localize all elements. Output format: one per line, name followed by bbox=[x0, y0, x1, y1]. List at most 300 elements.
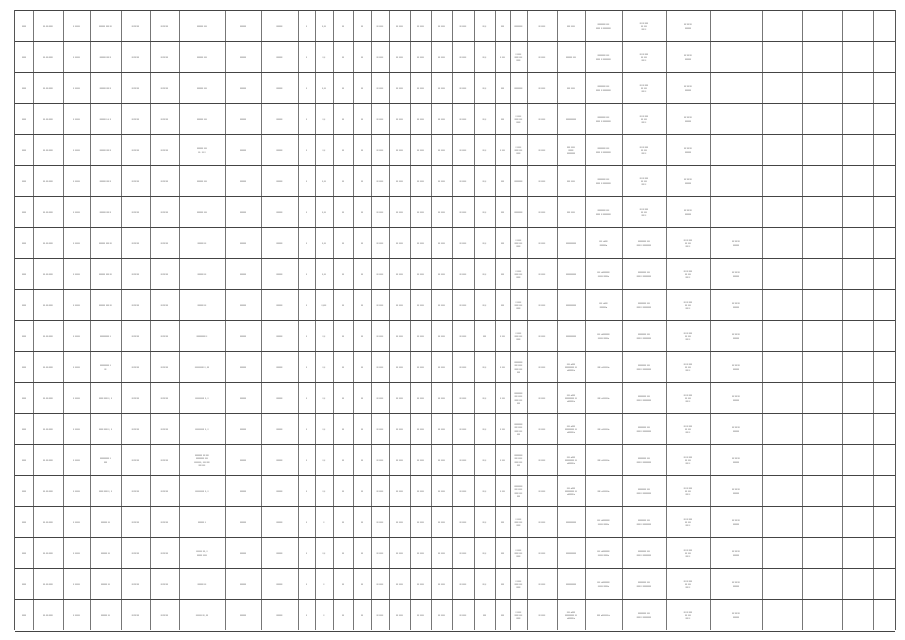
table-cell: ▪▪ ▪▪ ▪▪▪ ▪▪ ▪▪▪ ▪▪▪ ▪ bbox=[639, 82, 649, 94]
table-cell: ▪▪▪▪▪▪▪▪▪▪ bbox=[566, 302, 576, 307]
table-cell: ▪▪,▪ bbox=[482, 488, 487, 493]
table-cell: ▪▪ ▪▪▪▪ bbox=[538, 54, 546, 59]
table-cell: ▪▪ bbox=[361, 519, 363, 524]
table-cell: ▪▪ ▪▪▪▪ bbox=[376, 54, 384, 59]
table-cell: ▪▪▪▪▪▪ ▪▪, ▪▪ bbox=[195, 612, 209, 617]
table-cell: ▪▪ ▪▪▪▪ bbox=[376, 488, 384, 493]
table-cell: ▪▪ ▪▪▪▪ bbox=[417, 519, 424, 524]
table-cell: ▪▪ ▪▪▪▪ bbox=[459, 209, 467, 214]
table-cell: ▪▪▪▪▪▪ ▪▪▪ ▪ bbox=[99, 54, 112, 59]
table-cell: ▪ bbox=[306, 519, 307, 524]
table-cell bbox=[803, 445, 841, 476]
table-cell: ▪▪▪▪▪▪▪▪ ▪▪▪ ▪▪▪▪ ▪ ▪▪▪▪▪▪▪▪ bbox=[636, 301, 652, 309]
table-cell: ▪▪ ▪▪▪▪ bbox=[438, 581, 445, 586]
table-cell: ▪ bbox=[306, 302, 307, 307]
table-cell: ▪▪▪▪▪▪ ▪▪ bbox=[101, 612, 110, 617]
table-cell: ▪▪▪ «▪▪▪ ▪▪▪▪▪▪» bbox=[599, 239, 608, 247]
table-cell: ▪,▪ bbox=[322, 364, 326, 369]
table-cell: ▪,▪ bbox=[322, 147, 326, 152]
table-cell: ▪▪▪▪▪▪▪▪▪ ▪, ▪ bbox=[195, 395, 209, 400]
table-cell: ▪▪▪▪▪▪ bbox=[276, 302, 283, 307]
table-cell: ▪▪▪▪▪▪ ▪▪, ▪ ▪▪▪▪▪ ▪▪▪▪ bbox=[196, 549, 208, 557]
table-cell: ▪ bbox=[306, 488, 307, 493]
table-cell bbox=[803, 135, 841, 166]
table-cell bbox=[763, 507, 801, 538]
table-cell: ▪▪▪ «▪▪▪▪▪» bbox=[597, 457, 610, 462]
table-cell: ▪▪:▪▪:▪▪ bbox=[160, 581, 169, 586]
table-cell: ▪▪.▪▪.▪▪▪▪ bbox=[43, 271, 53, 276]
table-cell: ▪▪ ▪▪▪▪ bbox=[538, 23, 546, 28]
table-cell: ▪▪ ▪▪▪▪ bbox=[459, 147, 467, 152]
table-cell: ▪▪ bbox=[342, 54, 344, 59]
table-cell: ▪▪:▪▪:▪▪ bbox=[160, 240, 169, 245]
table-cell: ▪▪▪▪ ▪▪▪▪ ▪, ▪ bbox=[98, 426, 113, 431]
table-cell: ▪▪▪▪▪▪ bbox=[276, 23, 283, 28]
table-cell: ▪▪ ▪▪▪▪ bbox=[459, 240, 467, 245]
table-cell: ▪▪ ▪▪▪▪ bbox=[438, 178, 445, 183]
table-cell: ▪▪ ▪▪ ▪▪▪ ▪▪ ▪▪▪ ▪▪▪ ▪ bbox=[639, 144, 649, 156]
table-cell: ▪▪▪▪▪▪▪▪▪▪ bbox=[566, 240, 576, 245]
table-cell bbox=[803, 600, 841, 631]
table-cell: ▪▪▪ «▪▪▪ ▪▪▪▪▪▪▪▪▪ ▪▪ «▪▪▪▪▪» bbox=[565, 485, 577, 497]
table-cell: ▪ ▪▪▪▪▪ bbox=[73, 209, 80, 214]
table-cell: ▪▪▪▪ bbox=[22, 457, 26, 462]
table-cell: ▪ bbox=[306, 116, 307, 121]
table-cell: ▪▪:▪▪:▪▪ bbox=[131, 395, 140, 400]
table-cell: ▪▪▪▪▪▪ bbox=[276, 457, 283, 462]
table-cell bbox=[803, 166, 841, 197]
table-cell: ▪▪▪▪ bbox=[22, 209, 26, 214]
table-cell: ▪▪ bbox=[361, 426, 363, 431]
table-cell: ▪▪:▪▪:▪▪ bbox=[131, 302, 140, 307]
table-cell: ▪ ▪▪▪▪▪ bbox=[73, 116, 80, 121]
table-cell: ▪▪▪ «▪▪▪▪▪▪» bbox=[597, 612, 610, 617]
table-cell bbox=[763, 352, 801, 383]
table-cell: ▪ ▪▪▪▪ ▪▪▪▪ ▪▪▪ ▪▪▪▪ bbox=[514, 237, 523, 249]
table-cell: ▪▪▪▪ bbox=[22, 581, 26, 586]
table-cell: ▪▪ bbox=[342, 271, 344, 276]
table-cell: ▪▪▪ bbox=[501, 23, 504, 28]
table-cell: ▪▪▪▪▪▪ bbox=[276, 612, 283, 617]
table-cell: ▪ bbox=[323, 519, 325, 524]
table-cell: ▪▪▪▪ bbox=[22, 426, 26, 431]
table-cell: ▪▪▪▪▪▪ bbox=[240, 147, 246, 152]
table-cell: ▪▪ bbox=[342, 488, 344, 493]
table-cell: ▪▪▪▪▪▪▪▪▪▪ bbox=[566, 519, 576, 524]
table-cell: ▪▪:▪▪:▪▪ ▪▪▪▪▪▪ bbox=[732, 549, 740, 557]
table-cell: ▪▪,▪ bbox=[482, 23, 487, 28]
table-cell bbox=[763, 73, 801, 104]
table-cell: ▪▪:▪▪:▪▪ bbox=[160, 271, 169, 276]
table-cell: ▪▪ ▪▪▪▪ bbox=[376, 85, 384, 90]
table-cell: ▪▪ ▪▪▪▪ bbox=[538, 550, 546, 555]
table-cell: ▪▪▪▪▪▪▪▪ ▪▪▪ ▪▪▪▪ ▪ ▪▪▪▪▪▪▪▪ bbox=[636, 270, 652, 278]
table-cell: ▪▪ ▪▪▪▪ bbox=[376, 550, 384, 555]
table-cell: ▪▪ ▪▪▪▪ bbox=[459, 395, 467, 400]
table-cell bbox=[711, 166, 761, 197]
table-cell: ▪▪▪ bbox=[483, 612, 486, 617]
table-cell: ▪▪.▪▪.▪▪▪▪ bbox=[43, 23, 53, 28]
table-cell: ▪▪:▪▪:▪▪ ▪▪▪▪▪▪ bbox=[684, 53, 692, 61]
table-cell: ▪▪ ▪▪▪▪ bbox=[417, 54, 424, 59]
table-cell bbox=[763, 476, 801, 507]
table-cell: ▪▪▪▪ bbox=[22, 333, 26, 338]
table-cell: ▪▪▪▪ bbox=[22, 519, 26, 524]
table-cell: ▪ ▪▪▪▪▪ bbox=[73, 488, 80, 493]
table-cell bbox=[803, 104, 841, 135]
table-cell bbox=[763, 290, 801, 321]
table-cell: ▪▪ ▪▪▪▪ bbox=[417, 302, 424, 307]
table-cell bbox=[803, 11, 841, 42]
table-cell: ▪▪:▪▪:▪▪ bbox=[160, 519, 169, 524]
table-cell: ▪ bbox=[323, 612, 325, 617]
table-cell: ▪▪▪ bbox=[501, 581, 504, 586]
table-cell bbox=[763, 383, 801, 414]
table-cell: ▪▪ ▪▪▪▪ bbox=[396, 240, 403, 245]
table-cell: ▪▪ ▪▪ ▪▪▪ ▪▪ ▪▪▪ ▪▪▪ ▪ bbox=[683, 516, 693, 528]
table-cell: ▪▪ ▪▪▪▪ bbox=[376, 364, 384, 369]
table-cell: ▪▪▪▪▪▪▪▪▪▪ bbox=[566, 581, 576, 586]
table-cell: ▪▪:▪▪:▪▪ bbox=[160, 426, 169, 431]
table-cell: ▪▪▪▪ bbox=[22, 240, 26, 245]
table-cell: ▪▪ ▪▪▪▪ bbox=[376, 240, 384, 245]
table-cell: ▪,▪▪ bbox=[322, 271, 326, 276]
table-cell: ▪ ▪▪▪▪▪ bbox=[73, 23, 80, 28]
table-cell: ▪▪▪▪▪▪ ▪▪▪ bbox=[197, 209, 207, 214]
table-cell: ▪▪▪▪ bbox=[22, 23, 26, 28]
table-row bbox=[15, 258, 895, 290]
table-cell: ▪▪ ▪▪▪▪ bbox=[417, 364, 424, 369]
table-cell: ▪▪:▪▪:▪▪ bbox=[160, 364, 169, 369]
table-cell: ▪▪ ▪▪▪▪ bbox=[396, 426, 403, 431]
table-cell: ▪▪ ▪▪▪▪ bbox=[376, 333, 384, 338]
table-cell: ▪▪ ▪▪▪▪ bbox=[538, 147, 546, 152]
table-row bbox=[15, 165, 895, 197]
table-cell: ▪▪▪ bbox=[501, 550, 504, 555]
table-cell: ▪▪:▪▪:▪▪ ▪▪▪▪▪▪ bbox=[684, 208, 692, 216]
table-cell: ▪,▪ bbox=[322, 333, 326, 338]
table-cell: ▪ ▪▪▪▪▪ bbox=[73, 612, 80, 617]
table-cell: ▪▪ bbox=[361, 550, 363, 555]
table-cell: ▪▪ ▪▪▪▪ bbox=[538, 116, 546, 121]
table-cell: ▪▪ ▪▪▪▪ bbox=[396, 302, 403, 307]
table-cell: ▪▪:▪▪:▪▪ bbox=[131, 581, 140, 586]
table-cell: ▪▪▪▪ bbox=[22, 302, 26, 307]
table-cell: ▪▪.▪▪.▪▪▪▪ bbox=[43, 178, 53, 183]
table-cell: ▪▪▪ bbox=[501, 612, 504, 617]
table-cell: ▪▪ bbox=[361, 178, 363, 183]
table-cell: ▪▪▪▪▪▪▪▪ ▪▪▪ ▪▪▪▪ ▪ ▪▪▪▪▪▪▪▪ bbox=[636, 518, 652, 526]
table-cell: ▪▪.▪▪.▪▪▪▪ bbox=[43, 395, 53, 400]
table-cell: ▪ ▪▪▪▪ ▪▪▪▪ ▪▪▪ ▪▪▪▪ bbox=[514, 516, 523, 528]
table-row bbox=[15, 444, 895, 476]
table-row bbox=[15, 382, 895, 414]
table-cell: ▪▪ ▪▪▪▪ bbox=[417, 395, 424, 400]
table-cell: ▪▪ ▪▪▪▪ bbox=[376, 457, 384, 462]
table-cell: ▪▪▪▪▪▪▪▪ ▪▪▪ ▪▪▪▪ ▪ ▪▪▪▪▪▪▪▪ bbox=[636, 394, 652, 402]
table-cell: ▪▪ ▪▪▪▪ bbox=[438, 116, 445, 121]
table-cell: ▪▪ ▪▪▪▪ bbox=[417, 271, 424, 276]
table-cell: ▪▪ ▪▪▪▪ bbox=[538, 581, 546, 586]
table-cell: ▪▪▪▪▪▪ bbox=[240, 426, 246, 431]
table-cell: ▪▪ ▪▪▪▪ bbox=[417, 488, 424, 493]
table-cell: ▪▪ ▪▪▪▪ bbox=[396, 550, 403, 555]
table-cell bbox=[763, 135, 801, 166]
table-cell bbox=[763, 166, 801, 197]
table-cell: ▪▪.▪▪.▪▪▪▪ bbox=[43, 612, 53, 617]
table-row bbox=[15, 72, 895, 104]
table-cell: ▪▪▪▪ bbox=[22, 85, 26, 90]
table-cell: ▪▪▪▪▪▪▪▪▪ ▪ ▪▪ bbox=[100, 363, 111, 371]
table-cell bbox=[803, 259, 841, 290]
table-cell: ▪▪▪▪▪▪ bbox=[240, 240, 246, 245]
table-cell: ▪▪ bbox=[361, 612, 363, 617]
table-cell: ▪▪ ▪▪▪▪ bbox=[459, 302, 467, 307]
table-cell: ▪▪▪▪▪▪▪▪ ▪▪▪ ▪▪▪▪ ▪ ▪▪▪▪▪▪▪▪ bbox=[596, 115, 611, 123]
table-cell bbox=[711, 197, 761, 228]
table-cell: ▪▪ ▪▪▪▪ bbox=[538, 426, 546, 431]
table-cell: ▪▪▪▪▪▪ bbox=[240, 612, 246, 617]
table-cell: ▪▪ ▪▪▪▪ bbox=[538, 519, 546, 524]
table-cell: ▪ bbox=[306, 426, 307, 431]
table-cell: ▪▪ ▪▪▪▪ bbox=[396, 519, 403, 524]
table-cell: ▪▪:▪▪:▪▪ ▪▪▪▪▪▪ bbox=[732, 332, 740, 340]
table-cell: ▪▪ ▪▪▪▪ bbox=[438, 271, 445, 276]
table-cell: ▪▪,▪ bbox=[482, 364, 487, 369]
table-cell: ▪▪ ▪▪ ▪▪▪ ▪▪ ▪▪▪ ▪▪▪ ▪ bbox=[683, 361, 693, 373]
table-cell: ▪▪:▪▪:▪▪ bbox=[131, 209, 140, 214]
table-cell: ▪▪ ▪▪ ▪▪▪ ▪▪ ▪▪▪ ▪▪▪ ▪ bbox=[683, 485, 693, 497]
table-cell: ▪▪ ▪▪▪▪ bbox=[538, 85, 546, 90]
table-cell: ▪▪▪▪▪▪▪▪▪ ▪, ▪ bbox=[195, 488, 209, 493]
table-cell: ▪▪▪▪▪▪ bbox=[240, 519, 246, 524]
table-cell: ▪▪▪ «▪▪▪▪▪» bbox=[597, 364, 610, 369]
table-cell: ▪,▪ bbox=[322, 395, 326, 400]
table-cell: ▪▪:▪▪:▪▪ bbox=[160, 147, 169, 152]
table-cell: ▪▪ ▪▪▪▪ bbox=[459, 612, 467, 617]
table-cell: ▪▪▪▪▪▪ bbox=[276, 147, 283, 152]
table-cell: ▪▪▪ «▪▪▪ ▪▪▪▪▪▪▪▪▪ ▪▪ «▪▪▪▪▪» bbox=[565, 609, 577, 621]
table-row bbox=[15, 599, 895, 632]
table-cell: ▪▪ ▪▪ ▪▪▪ ▪▪ ▪▪▪ ▪▪▪ ▪ bbox=[683, 454, 693, 466]
table-cell: ▪ ▪▪▪▪ ▪▪▪▪ ▪▪▪ ▪▪▪▪ bbox=[514, 299, 523, 311]
table-cell: ▪▪ ▪▪▪▪ bbox=[438, 333, 445, 338]
table-cell: ▪▪.▪▪.▪▪▪▪ bbox=[43, 333, 53, 338]
table-cell: ▪▪.▪▪.▪▪▪▪ bbox=[43, 54, 53, 59]
table-cell: ▪ bbox=[306, 612, 307, 617]
table-cell: ▪▪▪ «▪▪▪▪▪▪▪ ▪▪▪▪▪ ▪▪▪▪» bbox=[597, 518, 610, 526]
table-cell: ▪▪▪▪▪▪ ▪▪▪ ▪▪ bbox=[99, 23, 112, 28]
table-cell: ▪ ▪▪▪▪▪ bbox=[73, 364, 80, 369]
table-cell: ▪▪▪▪▪▪▪▪ ▪▪▪ ▪▪▪▪ ▪▪▪▪ ▪▪▪ ▪▪▪ bbox=[514, 452, 523, 467]
table-cell: ▪▪:▪▪:▪▪ bbox=[160, 457, 169, 462]
table-cell: ▪▪ ▪▪▪▪ bbox=[438, 54, 445, 59]
table-cell: ▪▪ ▪▪ ▪▪▪ ▪▪ ▪▪▪ ▪▪▪ ▪ bbox=[639, 20, 649, 32]
table-cell: ▪▪▪ bbox=[501, 271, 504, 276]
table-cell: ▪▪ ▪▪▪▪ bbox=[438, 550, 445, 555]
table-cell bbox=[763, 321, 801, 352]
table-cell: ▪▪ ▪▪▪▪ bbox=[459, 116, 467, 121]
table-cell: ▪▪ ▪▪▪▪ bbox=[459, 85, 467, 90]
table-cell: ▪▪ ▪▪▪▪ bbox=[396, 271, 403, 276]
table-cell: ▪▪▪▪▪▪▪▪▪▪ bbox=[566, 550, 576, 555]
table-cell: ▪▪▪▪▪▪ bbox=[276, 550, 283, 555]
table-cell: ▪▪ bbox=[342, 85, 344, 90]
table-row bbox=[15, 351, 895, 383]
table-cell: ▪ ▪▪▪ bbox=[500, 426, 505, 431]
table-cell: ▪▪.▪▪.▪▪▪▪ bbox=[43, 550, 53, 555]
table-cell: ▪▪▪▪▪▪▪▪ ▪▪▪ ▪▪▪▪ ▪ ▪▪▪▪▪▪▪▪ bbox=[596, 53, 611, 61]
table-cell: ▪ ▪▪▪▪▪ bbox=[73, 178, 80, 183]
table-cell: ▪▪ ▪▪▪▪ bbox=[376, 116, 384, 121]
table-cell: ▪▪ ▪▪ ▪▪▪ ▪▪ ▪▪▪ ▪▪▪ ▪ bbox=[683, 547, 693, 559]
table-cell: ▪▪▪▪▪▪▪▪▪ ▪, ▪▪ bbox=[194, 364, 210, 369]
table-cell bbox=[711, 11, 761, 42]
table-cell bbox=[763, 259, 801, 290]
table-cell: ▪▪ ▪▪ ▪▪▪ ▪▪ ▪▪▪ ▪▪▪ ▪ bbox=[639, 51, 649, 63]
table-cell: ▪▪▪▪▪▪▪▪▪▪ bbox=[566, 271, 576, 276]
table-cell: ▪▪ ▪▪▪▪ bbox=[459, 426, 467, 431]
table-cell: ▪▪ bbox=[361, 302, 363, 307]
table-cell bbox=[763, 11, 801, 42]
table-cell: ▪▪:▪▪:▪▪ bbox=[131, 519, 140, 524]
table-cell bbox=[763, 104, 801, 135]
table-cell: ▪▪ ▪▪▪▪ bbox=[438, 488, 445, 493]
table-row bbox=[15, 568, 895, 600]
table-cell: ▪▪▪▪▪▪ ▪▪▪ ▪▪ bbox=[99, 302, 112, 307]
table-cell: ▪▪ ▪▪▪▪ bbox=[459, 333, 467, 338]
table-cell: ▪▪▪ ▪▪▪▪ ▪▪▪▪▪ ▪▪▪▪▪▪▪▪ bbox=[567, 144, 575, 156]
table-cell: ▪▪▪▪▪▪▪▪ ▪▪▪ ▪▪▪▪ ▪ ▪▪▪▪▪▪▪▪ bbox=[636, 456, 652, 464]
table-cell: ▪ bbox=[306, 240, 307, 245]
table-cell: ▪▪,▪ bbox=[482, 85, 487, 90]
table-cell: ▪▪▪▪▪▪ ▪▪▪ bbox=[197, 116, 207, 121]
table-cell: ▪▪ bbox=[361, 488, 363, 493]
table-cell: ▪▪:▪▪:▪▪ bbox=[131, 54, 140, 59]
table-cell: ▪,▪▪ bbox=[322, 209, 326, 214]
table-cell: ▪▪.▪▪.▪▪▪▪ bbox=[43, 302, 53, 307]
table-cell: ▪▪,▪ bbox=[482, 209, 487, 214]
table-cell: ▪ bbox=[323, 581, 325, 586]
table-cell: ▪▪ ▪▪▪▪ bbox=[396, 581, 403, 586]
table-cell: ▪▪ ▪▪▪▪ bbox=[396, 116, 403, 121]
table-cell: ▪▪ ▪▪▪▪ bbox=[538, 457, 546, 462]
table-cell: ▪▪ ▪▪▪▪ bbox=[538, 209, 546, 214]
table-cell: ▪▪▪ bbox=[501, 519, 504, 524]
table-cell: ▪▪▪▪▪▪ bbox=[240, 54, 246, 59]
table-cell: ▪▪▪▪▪▪ bbox=[276, 116, 283, 121]
table-cell: ▪ ▪▪▪▪▪ bbox=[73, 302, 80, 307]
table-cell: ▪ ▪▪▪▪ ▪▪▪▪ ▪▪▪ ▪▪▪▪ bbox=[514, 113, 523, 125]
table-cell: ▪▪ ▪▪▪▪ bbox=[459, 271, 467, 276]
table-cell: ▪ bbox=[306, 333, 307, 338]
table-row bbox=[15, 196, 895, 228]
table-cell: ▪▪ ▪▪▪▪ bbox=[376, 302, 384, 307]
table-cell: ▪▪▪▪ bbox=[22, 488, 26, 493]
table-cell: ▪ ▪▪▪▪▪ bbox=[73, 426, 80, 431]
table-cell: ▪▪:▪▪:▪▪ bbox=[131, 85, 140, 90]
table-cell: ▪▪ ▪▪▪▪ bbox=[396, 178, 403, 183]
table-row bbox=[15, 227, 895, 259]
table-cell: ▪▪▪▪▪▪ ▪▪ bbox=[197, 240, 207, 245]
table-cell: ▪▪▪▪▪▪▪ ▪▪ ▪▪▪ ▪▪▪▪▪▪▪▪ ▪▪▪ ▪▪▪▪▪▪▪, ▪▪▪ ▪▪▪ ▪▪▪ ▪▪▪ bbox=[194, 452, 210, 467]
table-cell: ▪▪:▪▪:▪▪ ▪▪▪▪▪▪ bbox=[732, 611, 740, 619]
table-cell: ▪,▪ bbox=[322, 426, 326, 431]
table-cell: ▪▪ ▪▪ ▪▪▪ ▪▪ ▪▪▪ ▪▪▪ ▪ bbox=[683, 423, 693, 435]
table-cell: ▪▪▪ «▪▪▪ ▪▪▪▪▪▪▪▪▪ ▪▪ «▪▪▪▪▪» bbox=[565, 423, 577, 435]
table-cell: ▪▪ ▪▪▪▪ bbox=[438, 85, 445, 90]
table-cell: ▪▪ ▪▪▪▪ bbox=[438, 147, 445, 152]
table-cell: ▪▪ bbox=[342, 23, 344, 28]
table-cell: ▪▪▪▪▪▪ bbox=[276, 581, 283, 586]
table-cell: ▪▪,▪ bbox=[482, 426, 487, 431]
table-cell: ▪ ▪▪▪▪▪ bbox=[73, 395, 80, 400]
table-cell: ▪ ▪▪▪▪ ▪▪▪▪ ▪▪▪ ▪▪▪▪ bbox=[514, 609, 523, 621]
table-cell: ▪▪ ▪▪▪▪ bbox=[438, 240, 445, 245]
table-cell: ▪▪,▪ bbox=[482, 240, 487, 245]
table-cell: ▪ ▪▪▪ bbox=[500, 457, 505, 462]
table-cell: ▪▪ bbox=[361, 54, 363, 59]
table-cell: ▪▪:▪▪:▪▪ bbox=[160, 54, 169, 59]
table-cell: ▪▪ ▪▪▪▪ bbox=[417, 116, 424, 121]
table-cell: ▪▪ ▪▪▪▪ bbox=[376, 581, 384, 586]
table-cell: ▪ ▪▪▪▪ ▪▪▪▪ ▪▪▪ ▪▪▪▪ bbox=[514, 51, 523, 63]
table-row bbox=[15, 10, 895, 42]
table-cell: ▪▪▪▪▪▪▪▪ ▪▪▪ ▪▪▪▪ ▪ ▪▪▪▪▪▪▪▪ bbox=[596, 22, 611, 30]
table-cell bbox=[803, 197, 841, 228]
table-cell: ▪ bbox=[306, 23, 307, 28]
table-cell: ▪▪▪ «▪▪▪▪▪» bbox=[597, 488, 610, 493]
table-cell: ▪▪ bbox=[361, 364, 363, 369]
table-cell: ▪▪▪▪▪▪ ▪▪ bbox=[101, 519, 110, 524]
table-cell: ▪ ▪▪▪▪ ▪▪▪▪ ▪▪▪ ▪▪▪▪ bbox=[514, 578, 523, 590]
table-cell: ▪▪▪▪▪▪ bbox=[240, 333, 246, 338]
table-cell: ▪▪:▪▪:▪▪ ▪▪▪▪▪▪ bbox=[684, 22, 692, 30]
table-cell: ▪▪,▪ bbox=[482, 271, 487, 276]
table-cell: ▪▪.▪▪.▪▪▪▪ bbox=[43, 364, 53, 369]
table-cell: ▪▪ ▪▪▪▪ bbox=[417, 240, 424, 245]
table-cell bbox=[803, 414, 841, 445]
table-cell: ▪,▪▪▪ bbox=[321, 302, 327, 307]
table-cell: ▪▪:▪▪:▪▪ bbox=[131, 457, 140, 462]
table-cell: ▪▪ ▪▪▪▪ bbox=[417, 178, 424, 183]
table-cell: ▪▪ bbox=[342, 209, 344, 214]
table-cell: ▪▪▪▪ bbox=[22, 178, 26, 183]
table-cell bbox=[803, 73, 841, 104]
table-cell: ▪ ▪▪▪▪▪ bbox=[73, 271, 80, 276]
table-cell: ▪▪ ▪▪▪▪ bbox=[538, 302, 546, 307]
table-row bbox=[15, 475, 895, 507]
table-cell: ▪▪▪▪▪▪ ▪▪ bbox=[197, 271, 207, 276]
table-cell: ▪▪:▪▪:▪▪ bbox=[131, 612, 140, 617]
table-cell: ▪▪ bbox=[361, 271, 363, 276]
table-cell: ▪▪:▪▪:▪▪ ▪▪▪▪▪▪ bbox=[732, 301, 740, 309]
table-cell: ▪▪ ▪▪ ▪▪▪ ▪▪ ▪▪▪ ▪▪▪ ▪ bbox=[683, 330, 693, 342]
table-cell: ▪▪▪▪▪▪ bbox=[240, 395, 246, 400]
table-cell: ▪▪▪▪ bbox=[22, 612, 26, 617]
table-cell: ▪▪▪▪▪▪ bbox=[276, 54, 283, 59]
table-cell: ▪ bbox=[306, 85, 307, 90]
table-cell: ▪▪ ▪▪▪▪ bbox=[417, 581, 424, 586]
table-cell: ▪▪▪▪▪▪▪▪▪ ▪ ▪▪▪ bbox=[100, 456, 111, 464]
table-cell: ▪▪ ▪▪▪▪ bbox=[438, 519, 445, 524]
table-cell: ▪▪,▪ bbox=[482, 54, 487, 59]
table-cell: ▪▪▪▪▪▪ bbox=[276, 426, 283, 431]
table-cell: ▪▪ ▪▪▪▪ bbox=[538, 240, 546, 245]
table-cell: ▪▪ ▪▪▪▪ bbox=[396, 23, 403, 28]
table-cell: ▪▪ ▪▪▪▪ bbox=[417, 612, 424, 617]
table-cell: ▪▪▪ bbox=[501, 116, 504, 121]
